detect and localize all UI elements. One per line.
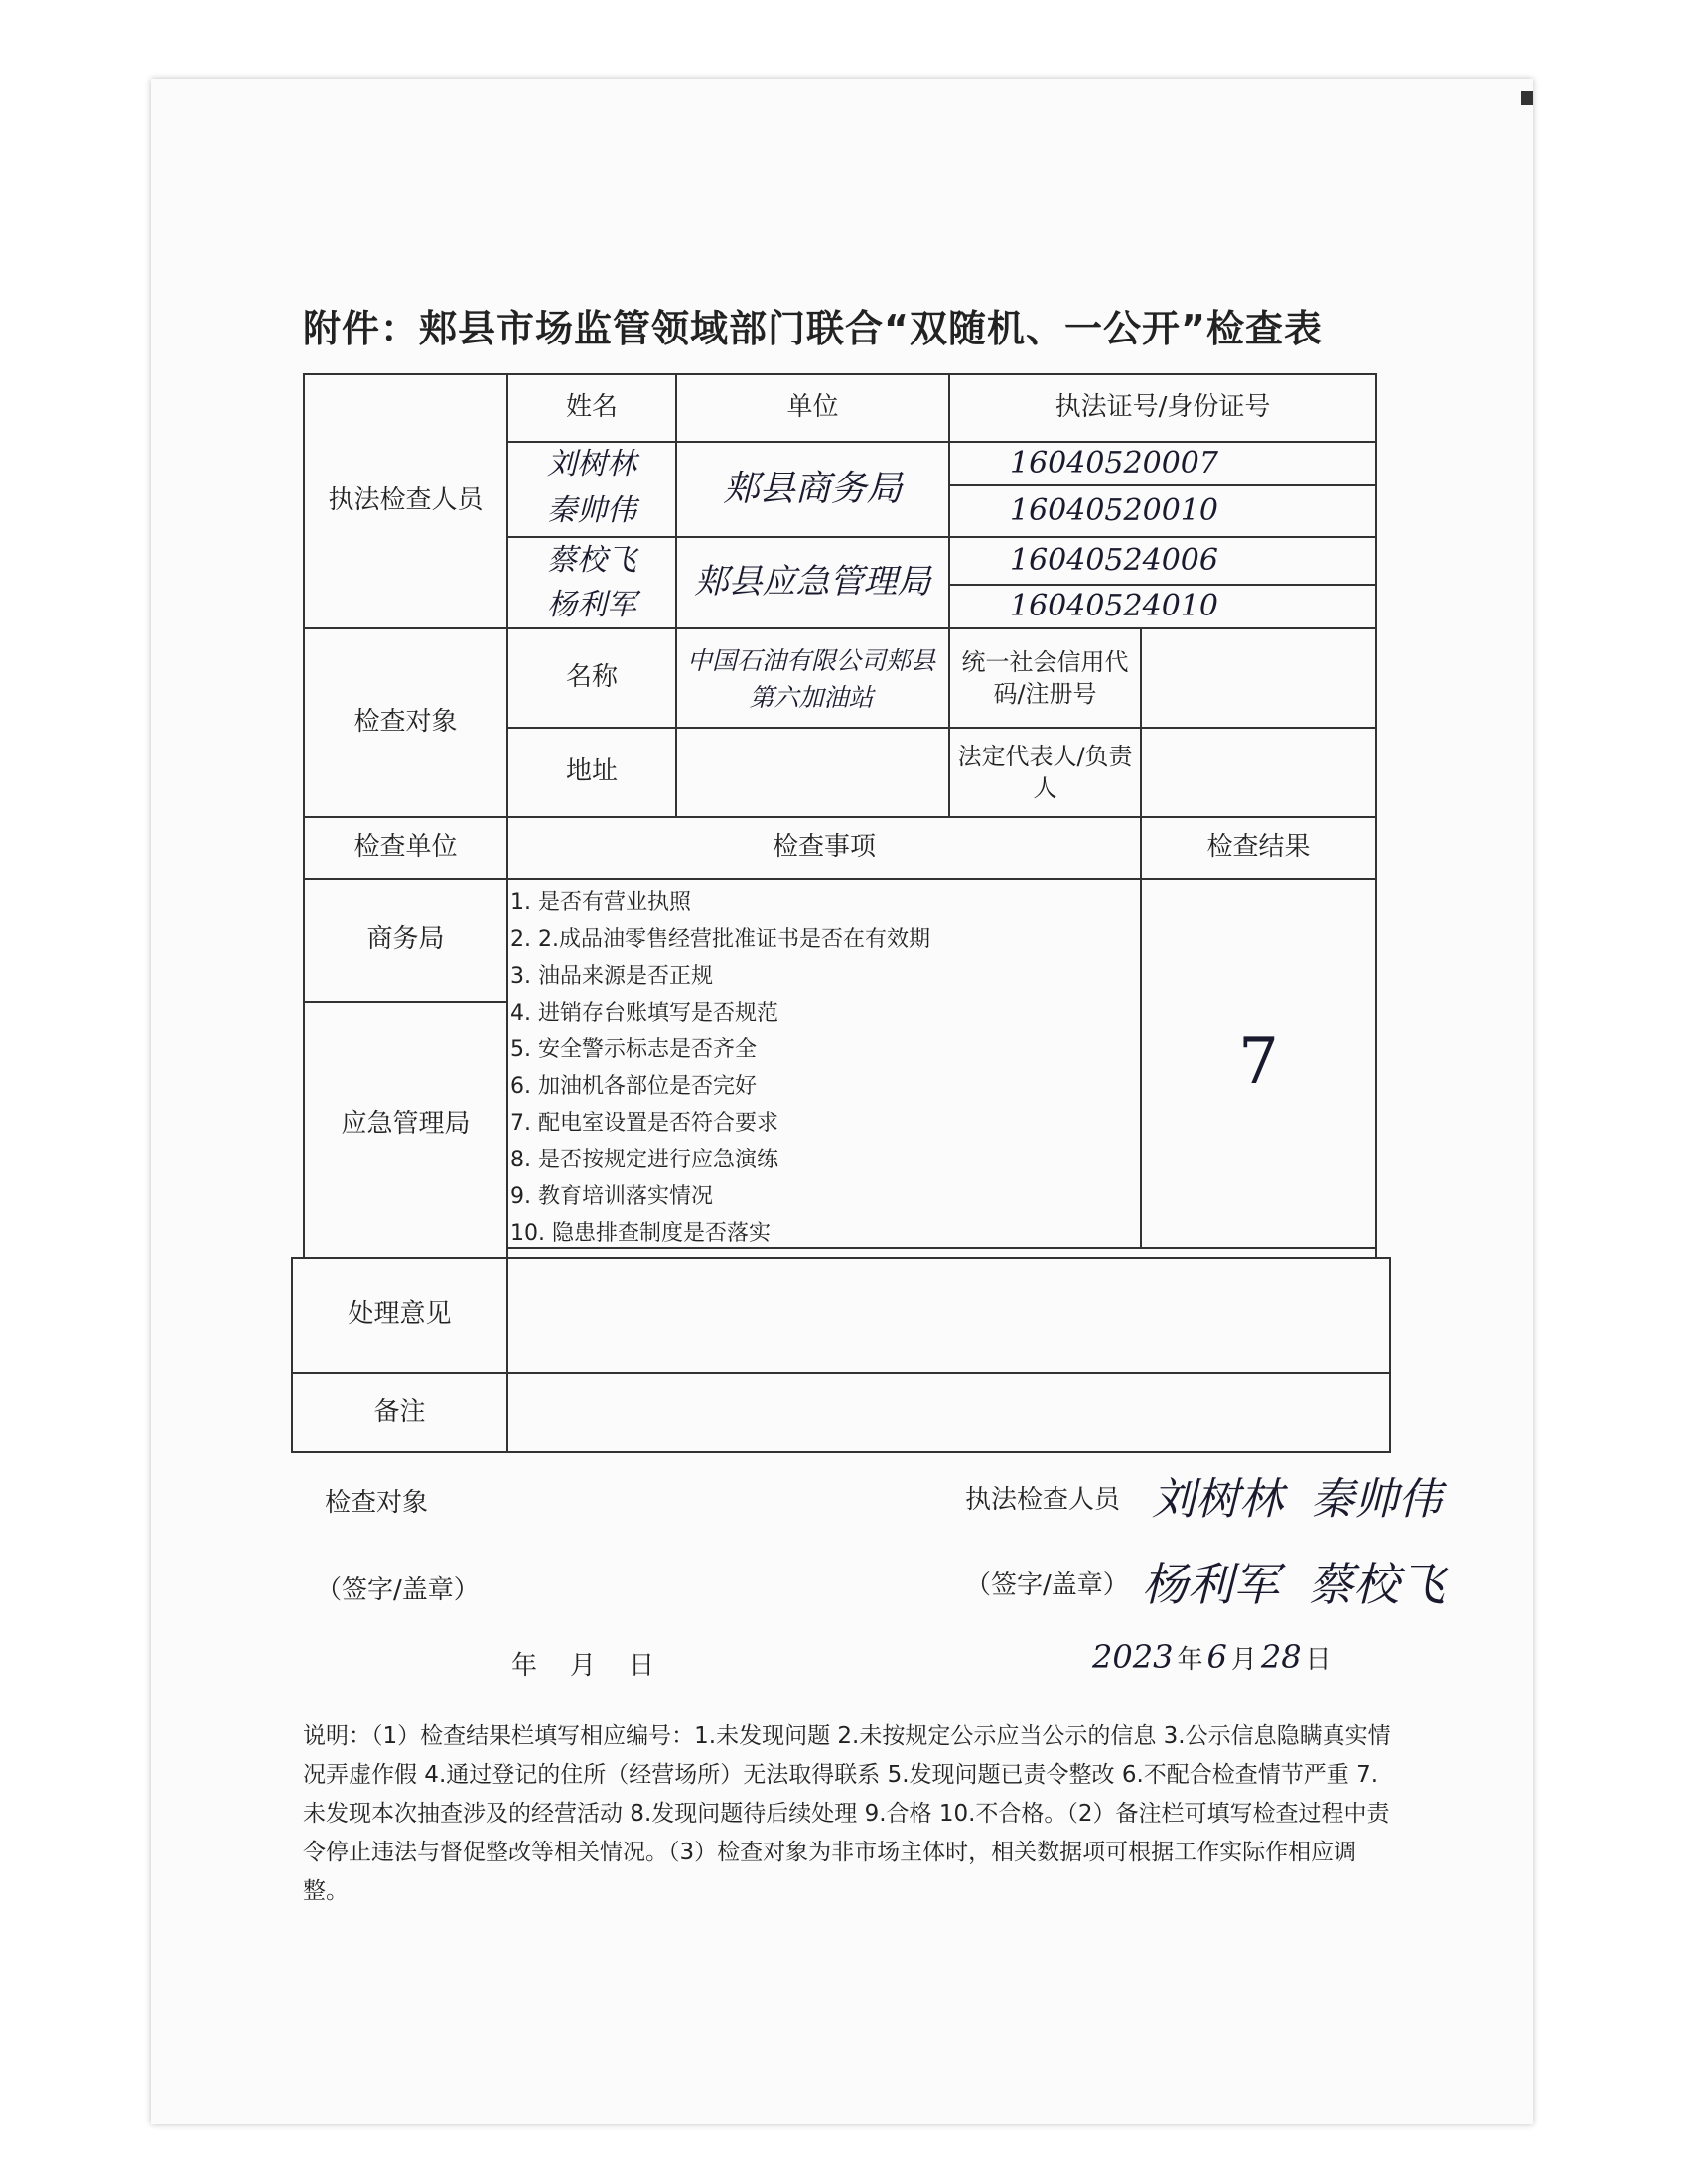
check-item: 9. 教育培训落实情况 [510, 1184, 713, 1209]
dept-emergency: 应急管理局 [341, 1109, 471, 1140]
officer-id-1: 16040520007 [1010, 445, 1218, 480]
credit-code-value[interactable] [1142, 629, 1375, 727]
address-value[interactable] [677, 729, 948, 816]
officer-name-3: 蔡校飞 [547, 542, 636, 578]
check-item: 6. 加油机各部位是否完好 [510, 1074, 757, 1099]
officer-handwritten-signatures-2: 杨利军 蔡校飞 [1142, 1558, 1446, 1611]
check-item: 5. 安全警示标志是否齐全 [510, 1037, 757, 1062]
sign-target-seal: （签字/盖章） [316, 1575, 480, 1605]
officer-handwritten-signatures-1: 刘树林 秦帅伟 [1152, 1474, 1442, 1525]
legal-rep-label: 法定代表人/负责人 [957, 742, 1133, 802]
credit-code-label: 统一社会信用代码/注册号 [961, 647, 1129, 708]
check-item: 4. 进销存台账填写是否规范 [510, 1001, 778, 1025]
sign-officer-date [1092, 1638, 1332, 1676]
officer-name-4: 杨利军 [547, 587, 636, 622]
check-item: 10. 隐患排查制度是否落实 [510, 1221, 771, 1246]
target-label: 检查对象 [353, 707, 458, 738]
check-result-header: 检查结果 [1206, 832, 1311, 863]
instructions-note: 说明：（1）检查结果栏填写相应编号：1.未发现问题 2.未按规定公示应当公示的信息 3.公示信息隐瞒真实情况弄虚作假 4.通过登记的住所（经营场所）无法取得联系 5.发现问题已责令整改 6.不配合检查情节严重 7.未发现本次抽查涉及的经营活动 8.发现问题待后续处理 9.合格 10.不合格。（2）备注栏可填写检查过程中责令停止违法与督促整改等相关情况。（3）检查对象为非市场主体时，相关数据项可根据工作实际作相应调整。 [303, 1723, 1391, 1904]
check-items-header: 检查事项 [772, 832, 876, 863]
date-month: 6 [1206, 1638, 1227, 1676]
check-item: 3. 油品来源是否正规 [510, 964, 713, 989]
col-id-header: 执法证号/身份证号 [1055, 392, 1271, 423]
officer-name-1: 刘树林 [547, 446, 636, 481]
check-item: 8. 是否按规定进行应急演练 [510, 1148, 778, 1172]
col-name-header: 姓名 [565, 392, 618, 423]
col-unit-header: 单位 [786, 392, 839, 423]
officer-id-4: 16040524010 [1010, 588, 1218, 623]
check-item: 7. 配电室设置是否符合要求 [510, 1111, 778, 1136]
opinion-label: 处理意见 [348, 1299, 452, 1330]
target-name-value: 中国石油有限公司郏县第六加油站 [686, 645, 935, 712]
form-title: 附件：郏县市场监管领域部门联合“双随机、一公开”检查表 [303, 307, 1323, 350]
sign-target-label: 检查对象 [325, 1488, 429, 1518]
check-item: 1. 是否有营业执照 [510, 890, 691, 915]
date-day: 28 [1260, 1638, 1302, 1676]
remark-value[interactable] [508, 1374, 1389, 1451]
legal-rep-value[interactable] [1142, 729, 1375, 816]
date-year-unit: 年 [1177, 1645, 1203, 1675]
date-day-unit: 日 [1305, 1645, 1332, 1675]
dept-commerce: 商务局 [366, 924, 445, 955]
sign-target-date: 年 月 日 [511, 1651, 655, 1681]
sign-officer-label: 执法检查人员 [965, 1485, 1121, 1515]
sign-officer-seal: （签字/盖章） [965, 1570, 1129, 1600]
officer-name-2: 秦帅伟 [547, 492, 636, 528]
officer-unit-2: 郏县应急管理局 [694, 562, 931, 603]
date-month-unit: 月 [1230, 1645, 1257, 1675]
check-item: 2. 2.成品油零售经营批准证书是否在有效期 [510, 927, 930, 952]
officer-id-2: 16040520010 [1010, 492, 1218, 528]
check-unit-header: 检查单位 [353, 832, 458, 863]
check-result-value: 7 [1238, 1024, 1279, 1099]
remark-label: 备注 [373, 1397, 426, 1428]
target-name-label: 名称 [565, 662, 618, 693]
opinion-value[interactable] [508, 1259, 1389, 1372]
officer-unit-1: 郏县商务局 [723, 468, 903, 509]
paper-corner-mark [1521, 91, 1533, 105]
officer-id-3: 16040524006 [1010, 542, 1218, 578]
date-year: 2023 [1092, 1638, 1174, 1676]
officers-label: 执法检查人员 [328, 485, 484, 516]
address-label: 地址 [565, 756, 618, 787]
